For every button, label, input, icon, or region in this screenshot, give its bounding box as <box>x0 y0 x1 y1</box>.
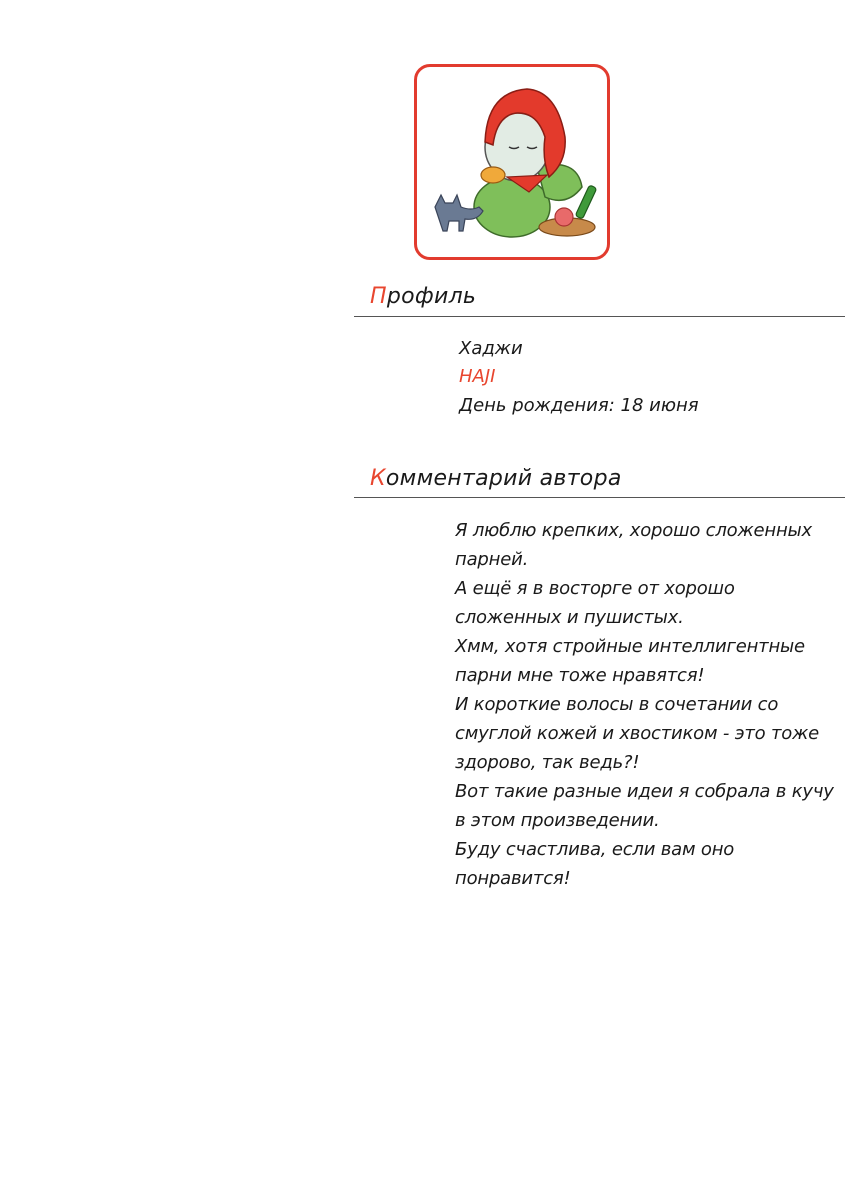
profile-heading: Профиль <box>370 284 477 309</box>
author-avatar-illustration <box>417 67 607 257</box>
comment-line: И короткие волосы в сочетании со смуглой кожей и хвостиком - это тоже здорово, так ведь?! <box>455 694 819 773</box>
comment-line: Я люблю крепких, хорошо сложенных парней. <box>455 520 812 570</box>
comment-line: Буду счастлива, если вам оно понравится! <box>455 839 735 889</box>
comment-line: Вот такие разные идеи я собрала в кучу в этом произведении. <box>455 781 834 831</box>
author-name: Хаджи <box>459 338 523 359</box>
comment-divider <box>354 497 845 498</box>
comment-heading: Комментарий автора <box>370 466 622 491</box>
profile-divider <box>354 316 845 317</box>
author-avatar <box>414 64 610 260</box>
comment-line: А ещё я в восторге от хорошо сложенных и пушистых. <box>455 578 735 628</box>
author-birthday: День рождения: 18 июня <box>459 395 699 416</box>
comment-line: Хмм, хотя стройные интеллигентные парни мне тоже нравятся! <box>455 636 805 686</box>
author-name-latin: HAJI <box>459 366 496 387</box>
author-comment <box>455 516 843 893</box>
